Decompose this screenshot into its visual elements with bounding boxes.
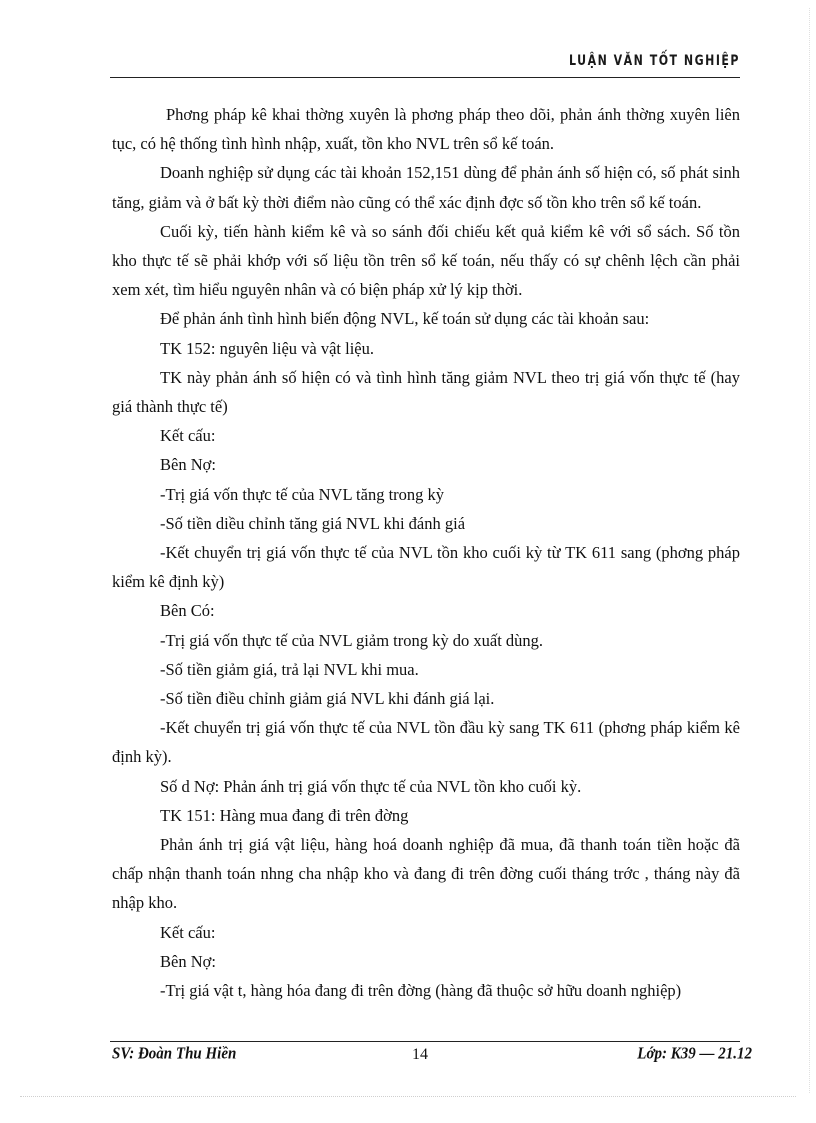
paragraph: TK 151: Hàng mua đang đi trên đờng [160, 805, 409, 825]
paragraph: Bên Có: [160, 601, 215, 621]
body-text [112, 100, 740, 1005]
footer-class: Lớp: K39 — 21.12 [637, 1045, 752, 1063]
footer-student: SV: Đoàn Thu Hiền [112, 1045, 237, 1063]
paragraph: -Số tiền diều chỉnh tăng giá NVL khi đánh giá [160, 513, 466, 533]
paragraph: Phơng pháp kê khai thờng xuyên là phơng pháp theo dõi, phản ánh thờng xuyên liên tục, có hệ thống tình hình nhập, xuất, tồn kho NVL trên sổ kế toán. [112, 105, 740, 154]
paragraph: Kết cấu: [160, 922, 216, 942]
paragraph: Phản ánh trị giá vật liệu, hàng hoá doanh nghiệp đã mua, đã thanh toán tiền hoặc đã chấp nhận thanh toán nhng cha nhập kho và đang đi trên đờng cuối tháng trớc , tháng này đã nhập kho. [112, 835, 740, 913]
paragraph: Bên Nợ: [160, 951, 216, 971]
paragraph: Để phản ánh tình hình biến động NVL, kế toán sử dụng các tài khoản sau: [160, 309, 650, 329]
paragraph: Doanh nghiệp sử dụng các tài khoản 152,151 dùng để phản ánh số hiện có, số phát sinh tăng, giảm và ở bất kỳ thời điểm nào cũng có thể xác định đợc số tồn kho trên sổ kế toán. [112, 163, 740, 212]
paragraph: -Kết chuyển trị giá vốn thực tế của NVL tồn kho cuối kỳ từ TK 611 sang (phơng pháp kiểm kê định kỳ) [112, 543, 740, 592]
header-title: LUẬN VĂN TỐT NGHIỆP [569, 52, 740, 69]
paragraph: Bên Nợ: [160, 455, 216, 475]
paragraph: Kết cấu: [160, 426, 216, 446]
footer-rule [110, 1041, 740, 1042]
page-edge-divider [809, 8, 810, 1093]
header-rule [110, 77, 740, 78]
paragraph: -Trị giá vốn thực tế của NVL tăng trong kỳ [160, 484, 445, 504]
page-edge-divider [20, 1096, 796, 1097]
paragraph: -Kết chuyển trị giá vốn thực tế của NVL tồn đầu kỳ sang TK 611 (phơng pháp kiểm kê định kỳ). [112, 718, 740, 767]
paragraph: -Số tiền giảm giá, trả lại NVL khi mua. [160, 659, 419, 679]
paragraph: -Trị giá vật t, hàng hóa đang đi trên đờng (hàng đã thuộc sở hữu doanh nghiệp) [160, 981, 682, 1001]
page-number: 14 [412, 1046, 428, 1063]
paragraph: TK 152: nguyên liệu và vật liệu. [160, 338, 374, 358]
paragraph: TK này phản ánh số hiện có và tình hình tăng giảm NVL theo trị giá vốn thực tế (hay giá thành thực tế) [112, 367, 740, 417]
paragraph: Cuối kỳ, tiến hành kiểm kê và so sánh đối chiếu kết quả kiểm kê với sổ sách. Số tồn kho thực tế sẽ phải khớp với số liệu tồn trên sổ kế toán, nếu thấy có sự chênh lệch cần phải xem xét, tìm hiểu nguyên nhân và có biện pháp xử lý kịp thời. [112, 221, 740, 300]
paragraph: Số d Nợ: Phản ánh trị giá vốn thực tế của NVL tồn kho cuối kỳ. [160, 776, 582, 796]
page-footer [112, 1046, 752, 1072]
paragraph: -Trị giá vốn thực tế của NVL giảm trong kỳ do xuất dùng. [160, 630, 544, 650]
paragraph: -Số tiền điều chỉnh giảm giá NVL khi đánh giá lại. [160, 689, 495, 709]
